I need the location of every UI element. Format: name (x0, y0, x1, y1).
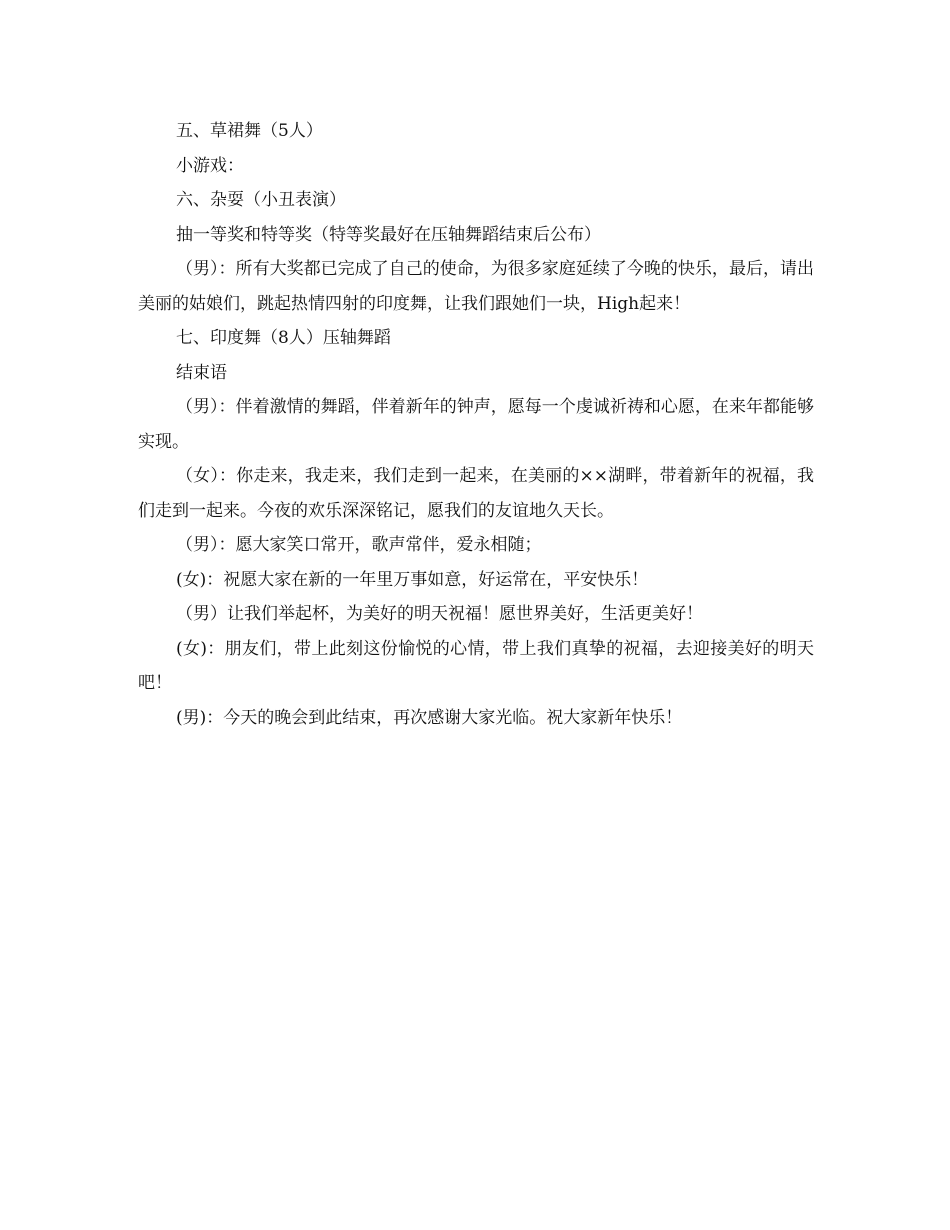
host-male-line-2: （男）：伴着激情的舞蹈，伴着新年的钟声，愿每一个虔诚祈祷和心愿，在来年都能够实现。 (138, 397, 814, 452)
host-female-line-3: (女)：朋友们，带上此刻这份愉悦的心情，带上我们真挚的祝福，去迎接美好的明天吧！ (138, 638, 814, 693)
host-male-line-3: （男）：愿大家笑口常开，歌声常伴，爱永相随； (176, 535, 542, 555)
host-female-line-1: （女）：你走来，我走来，我们走到一起来，在美丽的××湖畔，带着新年的祝福，我们走到一起来。今夜的欢乐深深铭记，愿我们的友谊地久天长。 (138, 466, 814, 521)
host-male-line-5: (男)：今天的晚会到此结束，再次感谢大家光临。祝大家新年快乐！ (176, 707, 683, 728)
document-body (138, 114, 814, 735)
host-female-line-2: (女)：祝愿大家在新的一年里万事如意，好运常在，平安快乐！ (176, 569, 649, 590)
section-title-juggling: 六、杂耍（小丑表演） (176, 190, 346, 210)
mini-game-label: 小游戏： (176, 155, 244, 176)
section-title-grass-skirt-dance: 五、草裙舞（5人） (176, 121, 323, 141)
section-title-indian-dance: 七、印度舞（8人）压轴舞蹈 (176, 328, 391, 348)
closing-remarks-heading: 结束语 (176, 362, 227, 383)
prize-draw-note: 抽一等奖和特等奖（特等奖最好在压轴舞蹈结束后公布） (176, 224, 601, 245)
host-male-line-4: （男）让我们举起杯，为美好的明天祝福！愿世界美好，生活更美好！ (176, 604, 703, 624)
host-male-line-1: （男）：所有大奖都已完成了自己的使命，为很多家庭延续了今晚的快乐，最后，请出美丽的姑娘们，跳起热情四射的印度舞，让我们跟她们一块，High起来！ (138, 259, 814, 314)
